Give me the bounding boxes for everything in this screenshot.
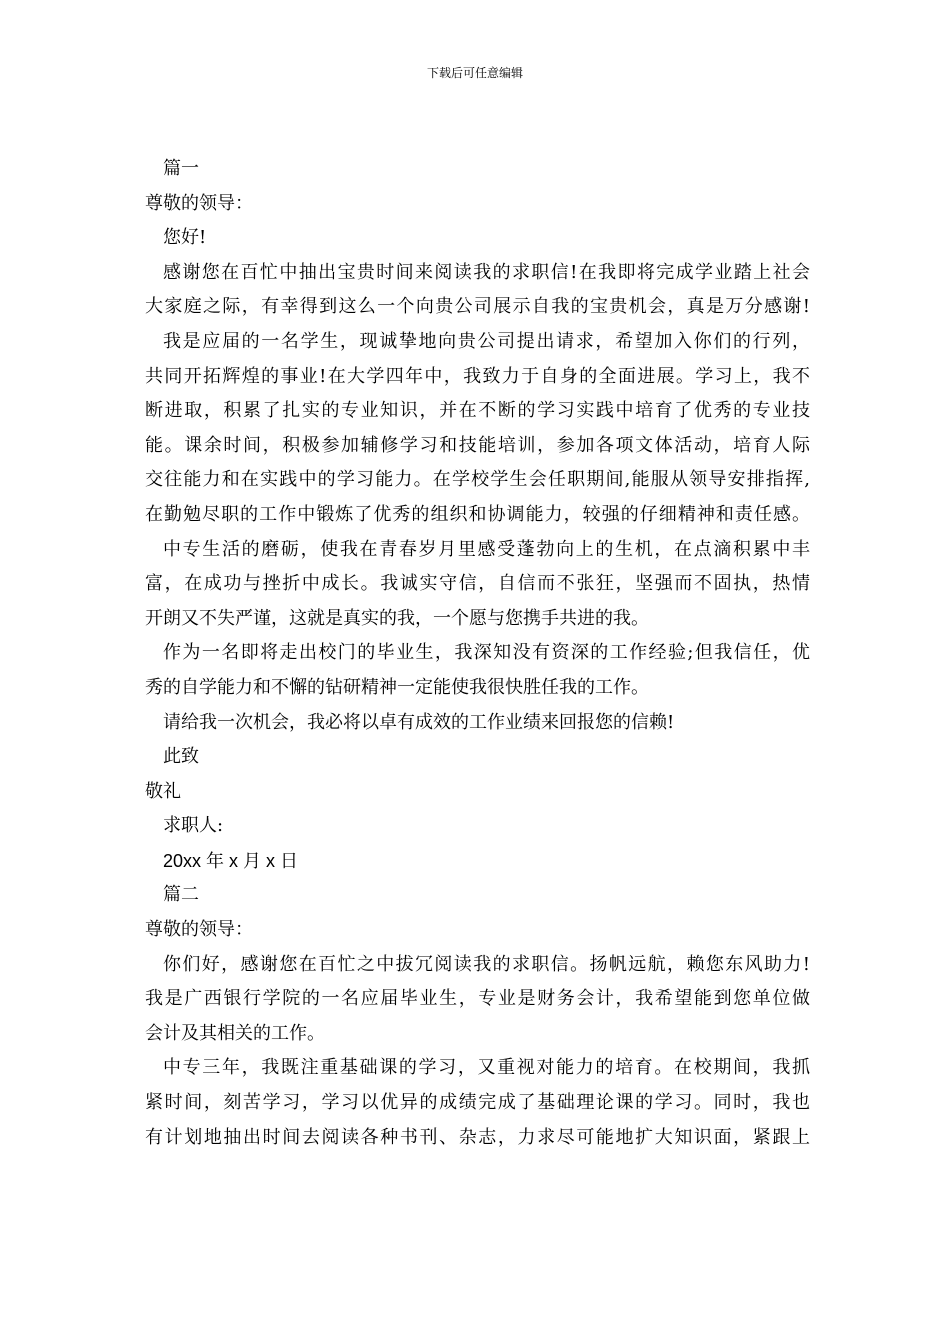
paragraph-line: 你们好，感谢您在百忙之中拔冗阅读我的求职信。扬帆远航，赖您东风助力! [163, 953, 810, 975]
section-title: 篇一 [163, 158, 199, 179]
salutation: 尊敬的领导： [145, 919, 253, 941]
salutation: 尊敬的领导： [145, 192, 253, 214]
paragraph-line: 我是应届的一名学生，现诚挚地向贵公司提出请求，希望加入你们的行列， [163, 330, 810, 352]
greeting: 您好! [163, 227, 207, 249]
section-title: 篇二 [163, 884, 199, 906]
paragraph-line: 开朗又不失严谨，这就是真实的我，一个愿与您携手共进的我。 [145, 607, 649, 629]
closing-line: 敬礼 [145, 780, 181, 802]
paragraph-line: 断进取，积累了扎实的专业知识，并在不断的学习实践中培育了优秀的专业技 [145, 400, 810, 422]
date-line: 20xx 年 x 月 x 日 [163, 850, 299, 871]
paragraph-line: 感谢您在百忙中抽出宝贵时间来阅读我的求职信!在我即将完成学业踏上社会 [163, 261, 810, 283]
paragraph-line: 会计及其相关的工作。 [145, 1022, 325, 1044]
paragraph-line: 能。课余时间，积极参加辅修学习和技能培训，参加各项文体活动，培育人际 [145, 434, 810, 456]
signer-line: 求职人: [163, 815, 224, 837]
page-header: 下载后可任意编辑 [426, 66, 523, 80]
paragraph-line: 在勤勉尽职的工作中锻炼了优秀的组织和协调能力，较强的仔细精神和责任感。 [145, 503, 810, 525]
paragraph-line: 大家庭之际，有幸得到这么一个向贵公司展示自我的宝贵机会，真是万分感谢! [145, 296, 810, 318]
paragraph-line: 交往能力和在实践中的学习能力。在学校学生会任职期间,能服从领导安排指挥, [145, 469, 810, 491]
paragraph-line: 请给我一次机会，我必将以卓有成效的工作业绩来回报您的信赖! [163, 711, 675, 733]
paragraph-line: 中专生活的磨砺，使我在青春岁月里感受蓬勃向上的生机，在点滴积累中丰 [163, 538, 810, 560]
paragraph-line: 中专三年，我既注重基础课的学习，又重视对能力的培育。在校期间，我抓 [163, 1057, 810, 1079]
document-body [145, 152, 810, 1155]
paragraph-line: 共同开拓辉煌的事业!在大学四年中，我致力于自身的全面进展。学习上，我不 [145, 365, 810, 387]
paragraph-line: 秀的自学能力和不懈的钻研精神一定能使我很快胜任我的工作。 [145, 676, 649, 698]
paragraph-line: 有计划地抽出时间去阅读各种书刊、杂志，力求尽可能地扩大知识面，紧跟上 [145, 1126, 810, 1148]
paragraph-line: 富，在成功与挫折中成长。我诚实守信，自信而不张狂，坚强而不固执，热情 [145, 573, 810, 595]
paragraph-line: 作为一名即将走出校门的毕业生，我深知没有资深的工作经验;但我信任，优 [163, 642, 810, 664]
paragraph-line: 紧时间，刻苦学习，学习以优异的成绩完成了基础理论课的学习。同时，我也 [145, 1092, 810, 1114]
closing-line: 此致 [163, 746, 199, 768]
paragraph-line: 我是广西银行学院的一名应届毕业生，专业是财务会计，我希望能到您单位做 [145, 988, 810, 1010]
